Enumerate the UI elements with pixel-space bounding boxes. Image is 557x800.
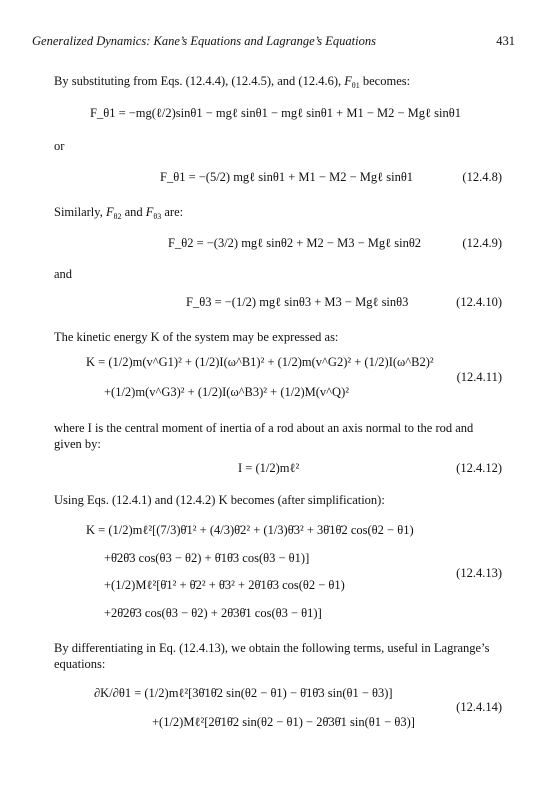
equation-12-4-14a: ∂K/∂θ1 = (1/2)mℓ²[3θ̇1θ̇2 sin(θ2 − θ1) − θ̇1θ̇3 sin(θ1 − θ3)] [94,686,393,700]
symbol-F: F [344,74,352,88]
equation-e1: F_θ1 = −mg(ℓ/2)sinθ1 − mgℓ sinθ1 − mgℓ sinθ1 + M1 − M2 − Mgℓ sinθ1 [90,106,461,120]
text-p1: By substituting from Eqs. (12.4.4), (12.4.5), and (12.4.6), [54,74,342,88]
paragraph-similarly: Similarly, $F_{\theta 2}$ and $F_{\theta 3}$ are: [54,205,184,221]
eq-number-12-4-8: (12.4.8) [462,170,502,184]
paragraph-substituting [54,73,504,94]
eq-number-12-4-10: (12.4.10) [456,295,502,309]
paragraph-differentiating: By differentiating in Eq. (12.4.13), we obtain the following terms, useful in Lagrange’s equations: [54,641,490,671]
eq-number-12-4-12: (12.4.12) [456,461,502,475]
equation-12-4-13c: +(1/2)Mℓ²[θ̇1² + θ̇2² + θ̇3² + 2θ̇1θ̇3 cos(θ2 − θ1) [104,578,345,592]
text-or: or [54,139,65,153]
equation-12-4-8: F_θ1 = −(5/2) mgℓ sinθ1 + M1 − M2 − Mgℓ sinθ1 [160,170,414,184]
equation-12-4-10: F_θ3 = −(1/2) mgℓ sinθ3 + M3 − Mgℓ sinθ3 [186,295,409,309]
text-and: and [124,205,143,219]
eq-number-12-4-11: (12.4.11) [456,370,502,384]
equation-12-4-11a: K = (1/2)m(v^G1)² + (1/2)I(ω^B1)² + (1/2)m(v^G2)² + (1/2)I(ω^B2)² [86,355,434,369]
equation-12-4-14b: +(1/2)Mℓ²[2θ̇1θ̇2 sin(θ2 − θ1) − 2θ̇3θ̇1 sin(θ1 − θ3)] [152,715,415,729]
eq-number-12-4-9: (12.4.9) [462,236,502,250]
page-number: 431 [496,34,515,48]
paragraph-using: Using Eqs. (12.4.1) and (12.4.2) K becomes (after simplification): [54,493,385,507]
equation-12-4-12: I = (1/2)mℓ² [238,461,300,475]
text-similarly: Similarly, [54,205,103,219]
text-and2: and [54,267,73,281]
paragraph-where: where I is the central moment of inertia of a rod about an axis normal to the rod and given by: [54,421,474,451]
equation-12-4-13d: +2θ̇2θ̇3 cos(θ3 − θ2) + 2θ̇3θ̇1 cos(θ3 − θ1)] [104,606,322,620]
symbol-sub: θ1 [351,81,360,90]
running-header-title: Generalized Dynamics: Kane’s Equations and Lagrange’s Equations [32,34,376,48]
text-p1-end: becomes: [362,74,411,88]
equation-12-4-13a: K = (1/2)mℓ²[(7/3)θ̇1² + (4/3)θ̇2² + (1/3)θ̇3² + 3θ̇1θ̇2 cos(θ2 − θ1) [86,523,414,537]
equation-12-4-9: F_θ2 = −(3/2) mgℓ sinθ2 + M2 − M3 − Mgℓ sinθ2 [168,236,422,250]
equation-12-4-13b: +θ̇2θ̇3 cos(θ3 − θ2) + θ̇1θ̇3 cos(θ3 − θ1)] [104,551,310,565]
text-are: are: [164,205,184,219]
eq-number-12-4-13: (12.4.13) [456,566,502,580]
eq-number-12-4-14: (12.4.14) [456,700,502,714]
equation-12-4-11b: +(1/2)m(v^G3)² + (1/2)I(ω^B3)² + (1/2)M(v^Q)² [104,385,349,399]
paragraph-kinetic: The kinetic energy K of the system may be expressed as: [54,330,339,344]
